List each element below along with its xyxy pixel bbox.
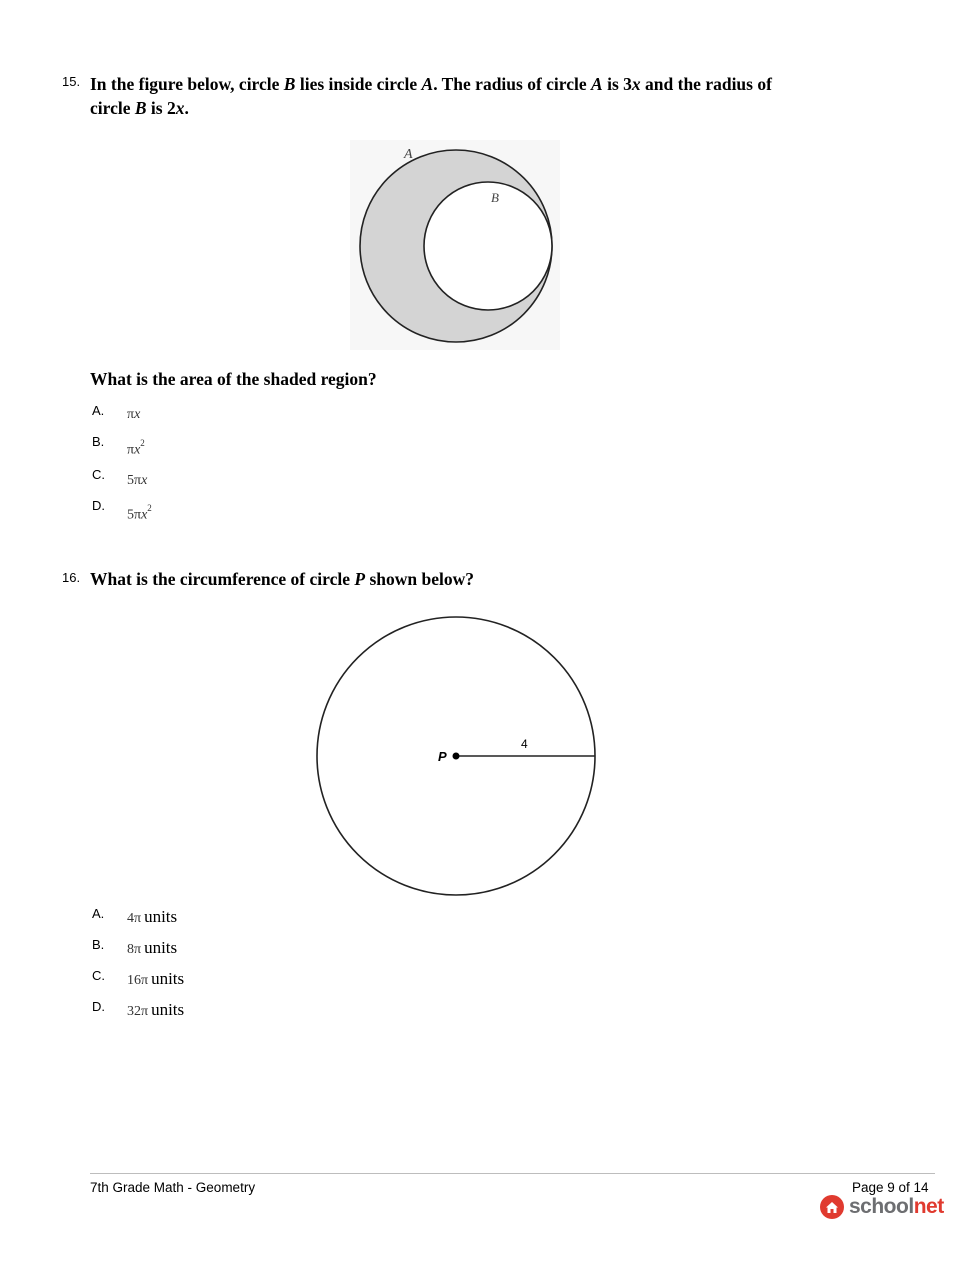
circle-b-label: B (491, 190, 499, 205)
choice-value: $5\pi x^2$ (127, 503, 152, 523)
question-prompt: What is the area of the shaded region? (90, 369, 377, 389)
question-text-line-2: circle B is 2x. (90, 98, 189, 118)
circle-p-figure (310, 610, 602, 902)
choice-value: 5πx (127, 473, 148, 488)
choice-letter: B. (92, 434, 105, 449)
footer-title: 7th Grade Math - Geometry (90, 1180, 256, 1195)
center-point (453, 753, 460, 760)
circle-b (424, 182, 552, 310)
house-icon (820, 1195, 844, 1219)
choice-value: 32π units (127, 1000, 185, 1019)
logo-wordmark: schoolnet (849, 1195, 944, 1218)
circle-a-label: A (404, 147, 413, 162)
choice-letter: A. (92, 403, 105, 418)
nested-circles-figure (350, 140, 560, 350)
choice-letter: D. (92, 999, 105, 1014)
question-number: 15. (62, 74, 81, 89)
page-number: Page 9 of 14 (852, 1180, 929, 1195)
choice-value: πx (127, 407, 141, 422)
question-text (90, 72, 850, 120)
question-number: 16. (62, 570, 81, 585)
choice-value: 4π units (127, 907, 178, 926)
question-text: What is the circumference of circle P shown below? (90, 569, 474, 589)
footer-divider (90, 1173, 935, 1174)
choice-value: $\pi x^2$ (127, 438, 145, 458)
choice-letter: C. (92, 968, 105, 983)
choice-value: 16π units (127, 969, 185, 988)
choice-letter: A. (92, 906, 105, 921)
choice-letter: D. (92, 498, 105, 513)
radius-label: 4 (521, 737, 528, 751)
schoolnet-logo (820, 1194, 944, 1220)
center-label: P (438, 749, 447, 764)
question-text-line-1: In the figure below, circle B lies inside circle A. The radius of circle A is 3x and the radius of (90, 74, 772, 94)
choice-letter: B. (92, 937, 105, 952)
choice-letter: C. (92, 467, 105, 482)
choice-value: 8π units (127, 938, 178, 957)
